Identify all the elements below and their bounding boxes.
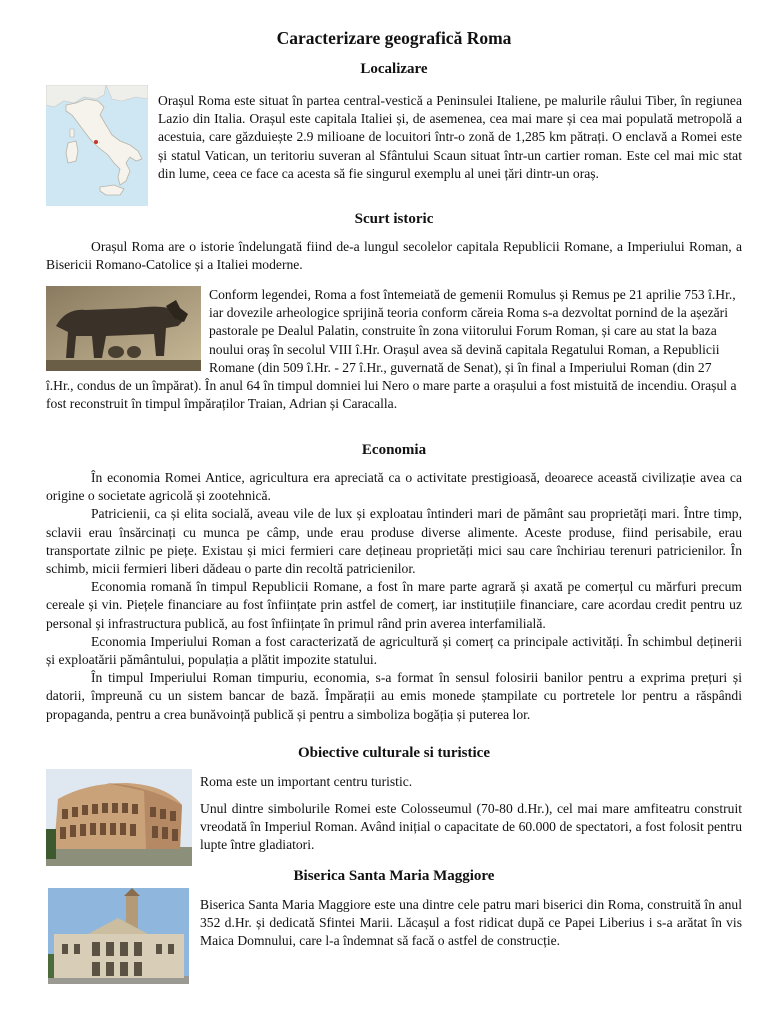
italy-map-image (46, 85, 148, 206)
she-wolf-image (46, 286, 201, 371)
heading-biserica: Biserica Santa Maria Maggiore (293, 868, 495, 884)
obiective-text: Unul dintre simbolurile Romei este Colosseumul (70-80 d.Hr.), cel mai mare amfiteatru construit vreodată în Imperiul Roman. Având inițial o capacitate de 60.000 de spectatori, a fost folosit pentru lupte între gladiatori. (200, 801, 742, 853)
page-title: Caracterizare geografică Roma (276, 28, 512, 48)
economia-paragraph: Economia Imperiului Roman a fost caracterizată de agricultură și comerț ca principale activități. În schimbul deținerii și exploatării pământului, populația a plătit impozite statului. (46, 633, 742, 668)
basilica-image (48, 888, 189, 984)
istoric-intro: Orașul Roma are o istorie îndelungată fiind de-a lungul secolelor capitala Republicii Romane, a Imperiului Roman, a Bisericii Romano-Catolice și a Italiei moderne. (46, 239, 742, 273)
istoric-text: Conform legendei, Roma a fost întemeiată de gemenii Romulus și Remus pe 21 aprilie 753 î.Hr., iar dovezile arheologice sprijină teoria conform căreia Roma s-a dezvoltat pornind de la așezări pastorale pe Dealul Palatin, construite în zona viitorului Forum Roman, și care au stat la baza noului oraș în secolul VIII î.Hr. Orașul avea să devină capitala Regatului Roman, a Republicii Romane (din 509 î.Hr. - 27 î.Hr., guvernată de Senat), și în final a Imperiului Roman (din 27 î.Hr., condus de un împărat). În anul 64 în timpul domniei lui Nero o mare parte a orașului a fost mistuită de incendiu. Orașul a fost reconstruit în timpul împăraților Traian, Adrian și Caracalla. (46, 287, 737, 412)
economia-paragraph: În economia Romei Antice, agricultura era apreciată ca o activitate prestigioasă, deoarece această civilizație avea ca origine o societate agricolă și zootehnică. (46, 470, 742, 504)
economia-paragraph: Patricienii, ca și elita socială, aveau vile de lux și exploatau întinderi mari de pământ sau proprietăți mari. Între timp, sclavii erau însărcinați cu munca pe câmp, unde erau produse diverse alimente. Aceste produse, fiind perisabile, erau transportate zilnic pe piețe. Existau și mici fermieri care dețineau proprietăți mici sau care închiriau terenuri patricienilor. În schimb, micii fermieri liberi dădeau o parte din recoltă patricienilor. (46, 506, 742, 577)
heading-economia: Economia (361, 442, 427, 458)
economia-paragraph: Economia romană în timpul Republicii Romane, a fost în mare parte agrară și axată pe comerțul cu mărfuri precum cereale și vin. Piețele financiare au fost înființate prin astfel de comerț, iar instituțiile financiare, care acordau credit pentru uz personal și infrastructura publică, au fost înființate în primul rând prin averea interfamilială. (46, 579, 742, 631)
colosseum-image (46, 769, 192, 866)
localizare-text: Orașul Roma este situat în partea central-vestică a Peninsulei Italiene, pe malurile râului Tiber, în regiunea Lazio din Italia. Orașul este capitala Italiei și, de asemenea, cea mai mare și cea mai populată metropolă a acestuia, care găzduiește 2.9 milioane de locuitori într-o zonă de 1,285 km pătrați. O enclavă a Romei este și statul Vatican, un teritoriu suveran al Sfântului Scaun situat într-un cartier roman. Este cel mai mic stat din lume, ceea ce face ca acesta să fie singurul exemplu al unei țări dintr-un oraș. (158, 93, 742, 181)
heading-obiective: Obiective culturale si turistice (297, 745, 491, 761)
svg-text:·: · (99, 140, 101, 145)
economia-paragraph: În timpul Imperiului Roman timpuriu, economia, s-a format în sensul folosirii banilor pentru a exprima prețuri și datorii, împreună cu un sistem bancar de bază. Împărații au emis monede ștampilate cu portretele lor pentru a răspândi propaganda, pentru a crea bunăvoință publică și pentru a simboliza bogăția și puterea lor. (46, 670, 742, 722)
obiective-line1: Roma este un important centru turistic. (200, 774, 413, 789)
istoric-block (46, 286, 742, 413)
heading-localizare: Localizare (360, 61, 428, 77)
biserica-text: Biserica Santa Maria Maggiore este una dintre cele patru mari biserici din Roma, construită în anul 352 d.Hr. și dedicată Sfintei Marii. Lăcașul a fost ridicat după ce Papei Liberius i s-a arătat în vis Maica Domnului, care l-a îndemnat să facă o astfel de construcție. (200, 897, 742, 949)
economia-text (46, 469, 742, 724)
heading-scurt-istoric: Scurt istoric (354, 211, 434, 227)
